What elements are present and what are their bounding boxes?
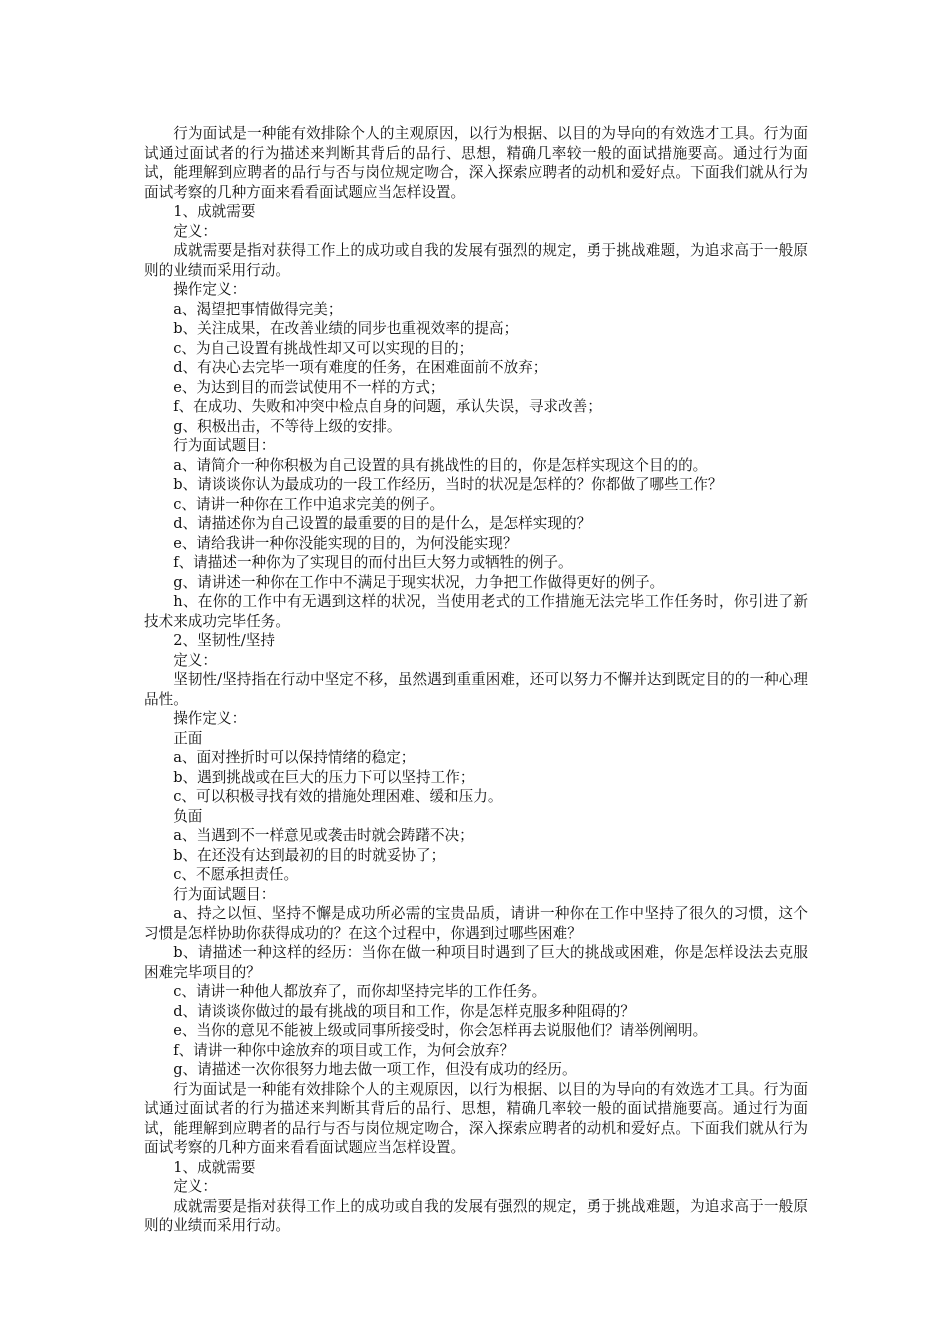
paragraph: g、请描述一次你很努力地去做一项工作，但没有成功的经历。 <box>173 1061 577 1078</box>
paragraph: 行为面试题目： <box>173 885 276 903</box>
paragraph: 1、成就需要 <box>173 203 256 220</box>
paragraph: 操作定义： <box>173 710 247 727</box>
paragraph: 定义： <box>173 1178 217 1195</box>
paragraph: e、为达到目的而尝试使用不一样的方式； <box>173 378 445 396</box>
paragraph: c、请讲一种他人都放弃了，而你却坚持完毕的工作任务。 <box>173 983 547 1000</box>
paragraph: e、请给我讲一种你没能实现的目的，为何没能实现？ <box>173 534 518 552</box>
paragraph: 成就需要是指对获得工作上的成功或自我的发展有强烈的规定，勇于挑战难题，为追求高于一般原则的业绩而采用行动。 <box>144 1197 808 1234</box>
paragraph: b、遇到挑战或在巨大的压力下可以坚持工作； <box>173 768 475 786</box>
paragraph: c、不愿承担责任。 <box>173 866 299 883</box>
paragraph: b、请谈谈你认为最成功的一段工作经历，当时的状况是怎样的？你都做了哪些工作？ <box>173 476 723 493</box>
paragraph: f、请讲一种你中途放弃的项目或工作，为何会放弃？ <box>173 1041 515 1059</box>
paragraph: 行为面试题目： <box>173 437 276 454</box>
paragraph: d、请描述你为自己设置的最重要的目的是什么，是怎样实现的？ <box>173 515 592 532</box>
paragraph: 2、坚韧性/坚持 <box>173 632 275 649</box>
paragraph: a、当遇到不一样意见或袭击时就会踌躇不决； <box>173 827 474 844</box>
paragraph: f、请描述一种你为了实现目的而付出巨大努力或牺牲的例子。 <box>173 554 573 571</box>
paragraph: h、在你的工作中有无遇到这样的状况，当使用老式的工作措施无法完毕工作任务时，你引进了新技术来成功完毕任务。 <box>144 593 808 630</box>
paragraph: b、请描述一种这样的经历：当你在做一种项目时遇到了巨大的挑战或困难，你是怎样设法去克服困难完毕项目的？ <box>144 944 808 981</box>
paragraph: a、持之以恒、坚持不懈是成功所必需的宝贵品质，请讲一种你在工作中坚持了很久的习惯，这个习惯是怎样协助你获得成功的？在这个过程中，你遇到过哪些困难？ <box>144 905 808 942</box>
paragraph: 坚韧性/坚持指在行动中坚定不移，虽然遇到重重困难，还可以努力不懈并达到既定目的的一种心理品性。 <box>144 671 808 708</box>
paragraph: f、在成功、失败和冲突中检点自身的问题，承认失误，寻求改善； <box>173 398 602 415</box>
paragraph: a、渴望把事情做得完美； <box>173 300 343 318</box>
paragraph: 正面 <box>173 729 203 747</box>
paragraph: 行为面试是一种能有效排除个人的主观原因，以行为根据、以目的为导向的有效选才工具。行为面试通过面试者的行为描述来判断其背后的品行、思想，精确几率较一般的面试措施要高。通过行为面试，能理解到应聘者的品行与否与岗位规定吻合，深入探索应聘者的动机和爱好点。下面我们就从行为面试考察的几种方面来看看面试题应当怎样设置。 <box>144 125 808 201</box>
paragraph: 负面 <box>173 807 203 825</box>
paragraph: d、请谈谈你做过的最有挑战的项目和工作，你是怎样克服多种阻碍的？ <box>173 1002 635 1020</box>
paragraph: 定义： <box>173 651 217 669</box>
paragraph: g、积极出击，不等待上级的安排。 <box>173 417 402 435</box>
paragraph: a、请简介一种你积极为自己设置的具有挑战性的目的，你是怎样实现这个目的的。 <box>173 456 708 474</box>
paragraph: 行为面试是一种能有效排除个人的主观原因，以行为根据、以目的为导向的有效选才工具。行为面试通过面试者的行为描述来判断其背后的品行、思想，精确几率较一般的面试措施要高。通过行为面试，能理解到应聘者的品行与否与岗位规定吻合，深入探索应聘者的动机和爱好点。下面我们就从行为面试考察的几种方面来看看面试题应当怎样设置。 <box>144 1080 808 1156</box>
paragraph: b、关注成果，在改善业绩的同步也重视效率的提高； <box>173 320 519 337</box>
paragraph: g、请讲述一种你在工作中不满足于现实状况，力争把工作做得更好的例子。 <box>173 573 665 591</box>
paragraph: 操作定义： <box>173 281 247 298</box>
paragraph: c、可以积极寻找有效的措施处理困难、缓和压力。 <box>173 788 503 805</box>
paragraph: a、面对挫折时可以保持情绪的稳定； <box>173 749 416 766</box>
paragraph: 1、成就需要 <box>173 1158 256 1176</box>
paragraph: 成就需要是指对获得工作上的成功或自我的发展有强烈的规定，勇于挑战难题，为追求高于一般原则的业绩而采用行动。 <box>144 242 808 279</box>
paragraph: d、有决心去完毕一项有难度的任务，在困难面前不放弃； <box>173 359 548 376</box>
paragraph: c、为自己设置有挑战性却又可以实现的目的； <box>173 339 474 357</box>
paragraph: b、在还没有达到最初的目的时就妥协了； <box>173 846 446 864</box>
paragraph: c、请讲一种你在工作中追求完美的例子。 <box>173 495 445 513</box>
paragraph: e、当你的意见不能被上级或同事所接受时，你会怎样再去说服他们？请举例阐明。 <box>173 1022 708 1039</box>
document-body <box>144 124 808 1236</box>
paragraph: 定义： <box>173 222 217 240</box>
